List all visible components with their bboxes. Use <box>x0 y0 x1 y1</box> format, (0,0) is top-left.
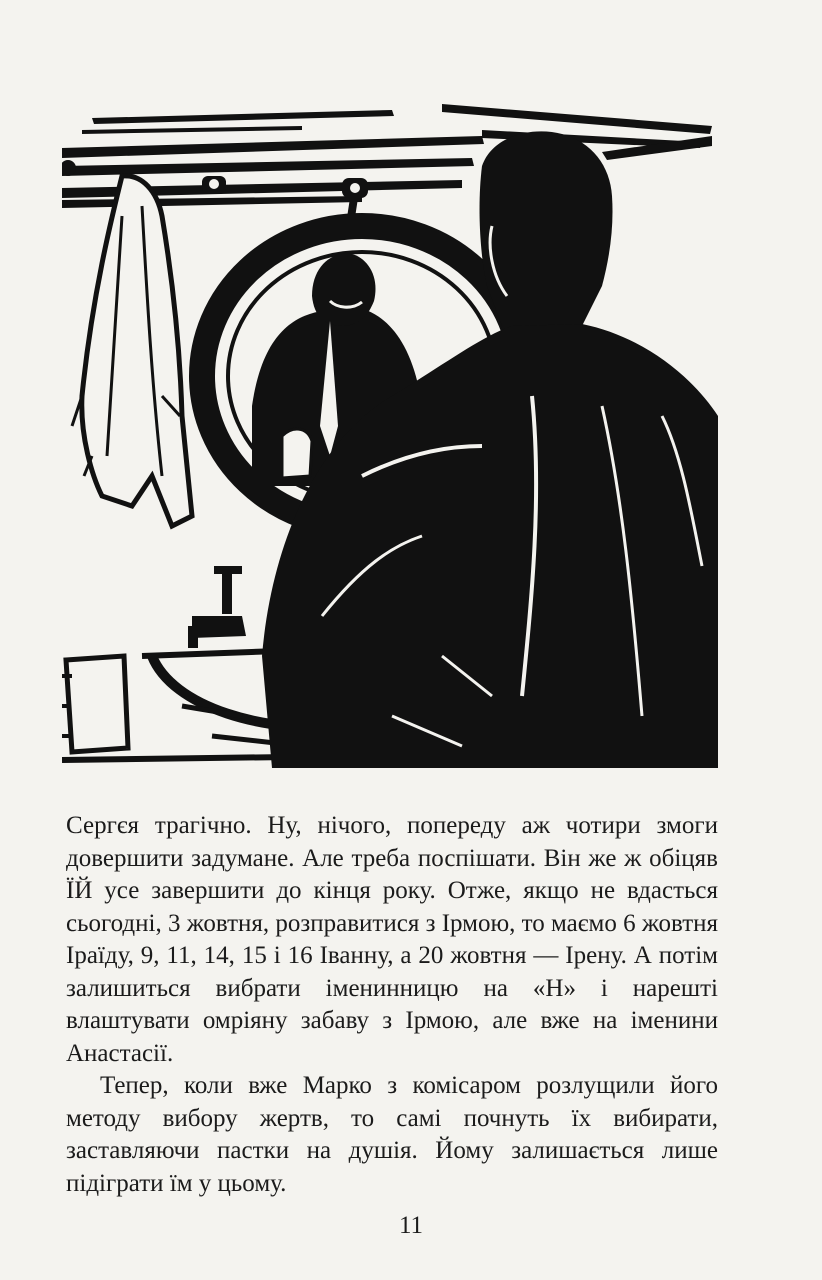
man-at-mirror-illustration <box>62 96 718 768</box>
shelf-strokes <box>62 104 712 208</box>
faucet <box>188 566 246 648</box>
body-text <box>66 810 718 1200</box>
paragraph: Сергєя трагічно. Ну, нічого, попереду аж чотири змоги довершити задумане. Але треба поспішати. Він же ж обіцяв ЇЙ усе завершити до кінця року. Отже, якщо не вдасться сьогодні, 3 жовтня, розправитися з Ірмою, то маємо 6 жовтня Іраїду, 9, 11, 14, 15 і 16 Іванну, а 20 жовтня — Ірену. А потім залишиться вибрати іменинницю на «Н» і нарешті влаштувати омріяну забаву з Ірмою, але вже на іменини Анастасії. <box>66 812 718 1067</box>
page-number: 11 <box>398 1212 424 1239</box>
illustration-svg <box>62 96 718 768</box>
paragraph: Тепер, коли вже Марко з комісаром розлущили його методу вибору жертв, то самі почнуть їх вибирати, заставляючи пастки на душія. Йому залишається лише підіграти їм у цьому. <box>66 1072 718 1197</box>
towel <box>72 176 192 526</box>
